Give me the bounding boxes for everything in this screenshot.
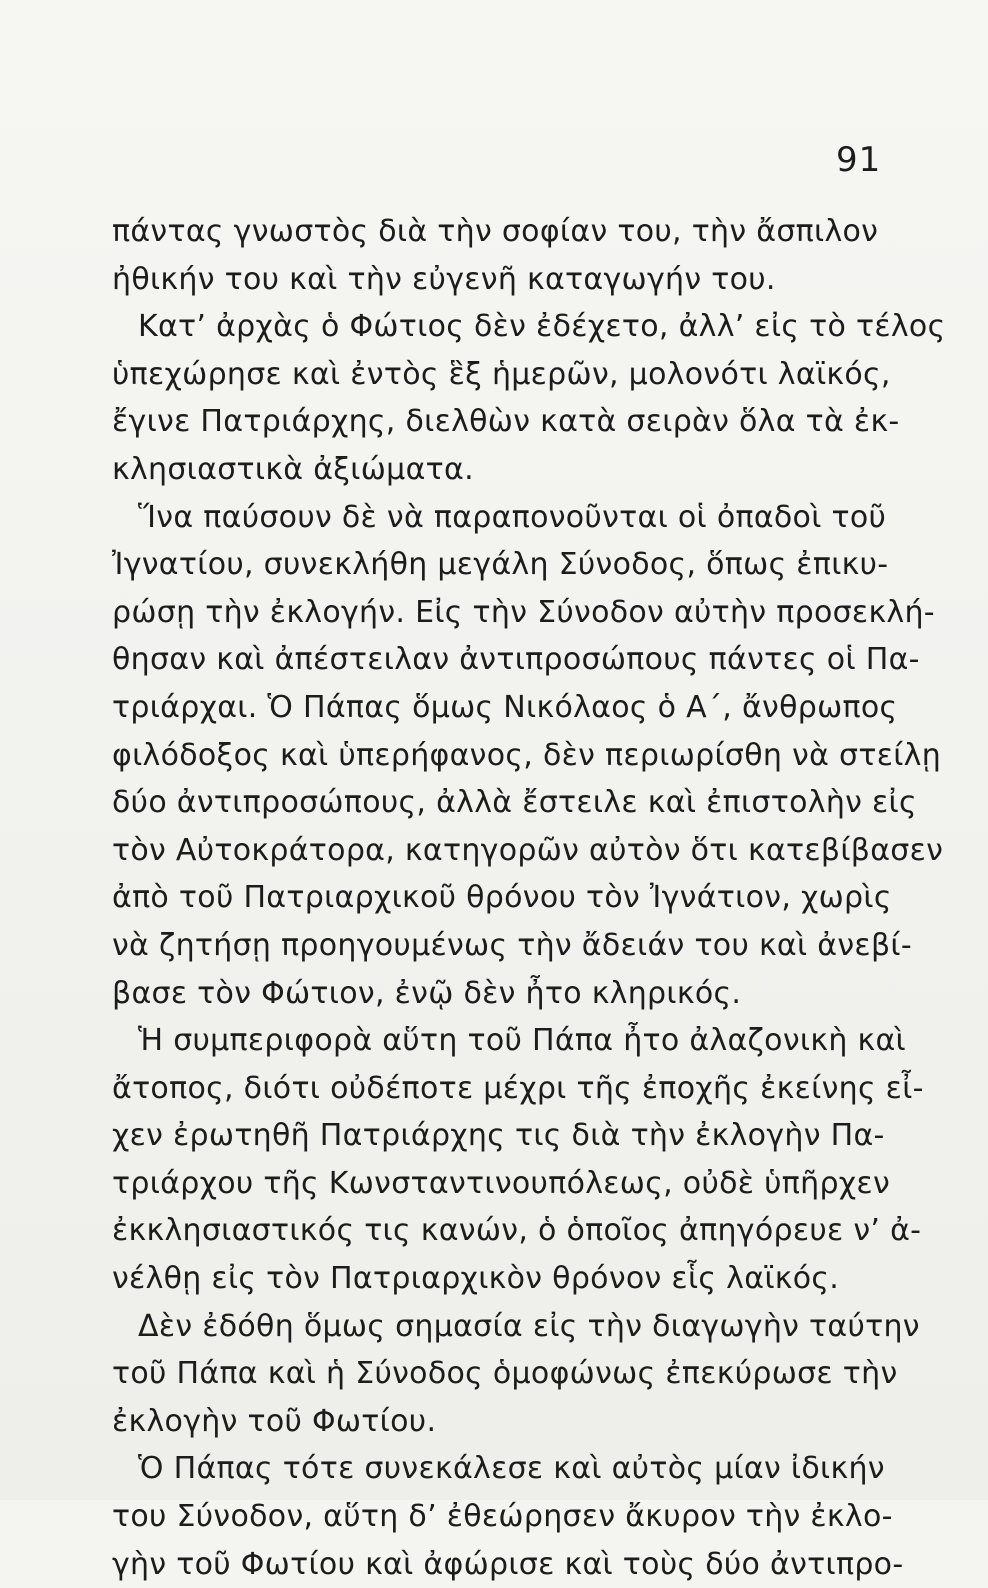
text-line: ἐκλογὴν τοῦ Φωτίου.: [112, 1403, 437, 1439]
text-line: νὰ ζητήσῃ προηγουμένως τὴν ἄδειάν του καὶ ἀνεβί-: [112, 927, 912, 963]
text-line: ἀπὸ τοῦ Πατριαρχικοῦ θρόνου τὸν Ἰγνάτιον, χωρὶς: [112, 880, 892, 916]
text-line: δύο ἀντιπροσώπους, ἀλλὰ ἔστειλε καὶ ἐπιστολὴν εἰς: [112, 785, 917, 821]
text-line: τὸν Αὐτοκράτορα, κατηγορῶν αὐτὸν ὅτι κατεβίβασεν: [112, 832, 944, 868]
text-line: κλησιαστικὰ ἀξιώματα.: [112, 451, 474, 487]
text-line: Ἰγνατίου, συνεκλήθη μεγάλη Σύνοδος, ὅπως ἐπικυ-: [112, 547, 889, 583]
text-line: θησαν καὶ ἀπέστειλαν ἀντιπροσώπους πάντες οἱ Πα-: [112, 642, 920, 678]
text-line: Ὁ Πάπας τότε συνεκάλεσε καὶ αὐτὸς μίαν ἰδικήν: [138, 1451, 885, 1487]
text-line: τοῦ Πάπα καὶ ἡ Σύνοδος ὁμοφώνως ἐπεκύρωσε τὴν: [112, 1356, 898, 1392]
text-line: ἄτοπος, διότι οὐδέποτε μέχρι τῆς ἐποχῆς ἐκείνης εἶ-: [112, 1070, 924, 1106]
text-line: φιλόδοξος καὶ ὑπερήφανος, δὲν περιωρίσθη νὰ στείλῃ: [112, 737, 942, 773]
text-line: ἔγινε Πατριάρχης, διελθὼν κατὰ σειρὰν ὅλα τὰ ἐκ-: [112, 404, 900, 440]
text-line: γὴν τοῦ Φωτίου καὶ ἀφώρισε καὶ τοὺς δύο ἀντιπρο-: [112, 1546, 904, 1582]
text-line: τριάρχου τῆς Κωνσταντινουπόλεως, οὐδὲ ὑπῆρχεν: [112, 1165, 891, 1201]
text-line: Ἵνα παύσουν δὲ νὰ παραπονοῦνται οἱ ὀπαδοὶ τοῦ: [138, 499, 887, 535]
text-line: ρώσῃ τὴν ἐκλογήν. Εἰς τὴν Σύνοδον αὐτὴν προσεκλή-: [112, 594, 935, 630]
text-line: ὑπεχώρησε καὶ ἐντὸς ἓξ ἡμερῶν, μολονότι λαϊκός,: [112, 356, 891, 392]
text-line: χεν ἐρωτηθῆ Πατριάρχης τις διὰ τὴν ἐκλογὴν Πα-: [112, 1118, 885, 1154]
body-text: [112, 208, 952, 1588]
text-line: βασε τὸν Φώτιον, ἐνῷ δὲν ἦτο κληρικός.: [112, 975, 742, 1011]
text-line: νέλθῃ εἰς τὸν Πατριαρχικὸν θρόνον εἷς λαϊκός.: [112, 1261, 840, 1297]
text-line: Δὲν ἐδόθη ὅμως σημασία εἰς τὴν διαγωγὴν ταύτην: [138, 1308, 920, 1344]
text-line: τριάρχαι. Ὁ Πάπας ὅμως Νικόλαος ὁ Α΄, ἄνθρωπος: [112, 689, 898, 725]
page-number: 91: [836, 140, 882, 180]
text-line: του Σύνοδον, αὕτη δ’ ἐθεώρησεν ἄκυρον τὴν ἐκλο-: [112, 1499, 893, 1535]
text-line: ἠθικήν του καὶ τὴν εὐγενῆ καταγωγήν του.: [112, 261, 776, 297]
text-line: πάντας γνωστὸς διὰ τὴν σοφίαν του, τὴν ἄσπιλον: [112, 214, 879, 249]
text-line: ἐκκλησιαστικός τις κανών, ὁ ὁποῖος ἀπηγόρευε ν’ ἀ-: [112, 1213, 922, 1249]
text-line: Κατ’ ἀρχὰς ὁ Φώτιος δὲν ἐδέχετο, ἀλλ’ εἰς τὸ τέλος: [138, 309, 946, 345]
text-line: Ἡ συμπεριφορὰ αὕτη τοῦ Πάπα ἦτο ἀλαζονικὴ καὶ: [138, 1023, 906, 1059]
